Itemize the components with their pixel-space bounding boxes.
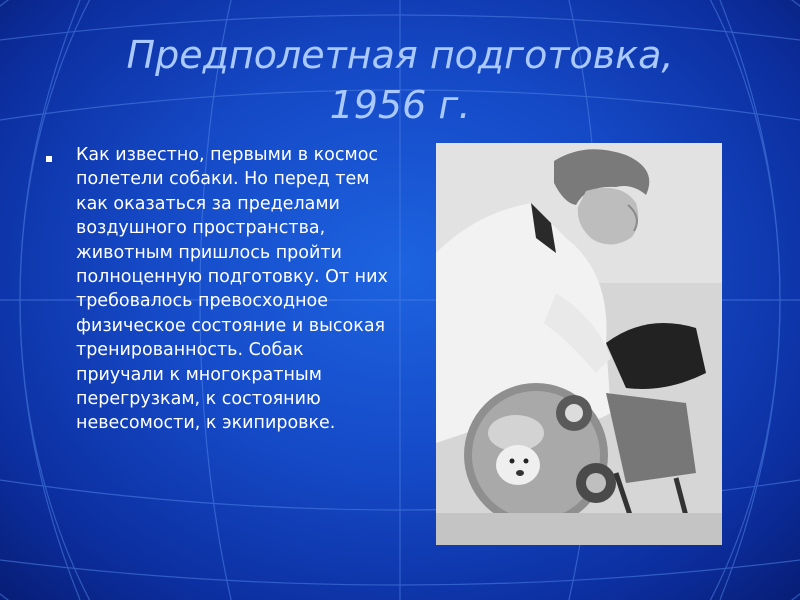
title-line-2: 1956 г.	[329, 83, 471, 127]
slide-title	[60, 30, 740, 130]
title-line-1: Предполетная подготовка,	[126, 33, 674, 77]
photo-illustration	[436, 143, 722, 545]
bullet-icon	[46, 156, 52, 162]
photo-woman-with-dog-capsule	[436, 143, 722, 545]
bullet-text: Как известно, первыми в космос полетели собаки. Но перед тем как оказаться за пределами воздушного пространства, животным пришлось пройти полноценную подготовку. От них требовалось превосходное физическое состояние и высокая тренированность. Собак приучали к многократным перегрузкам, к состоянию невесомости, к экипировке.	[76, 145, 388, 434]
